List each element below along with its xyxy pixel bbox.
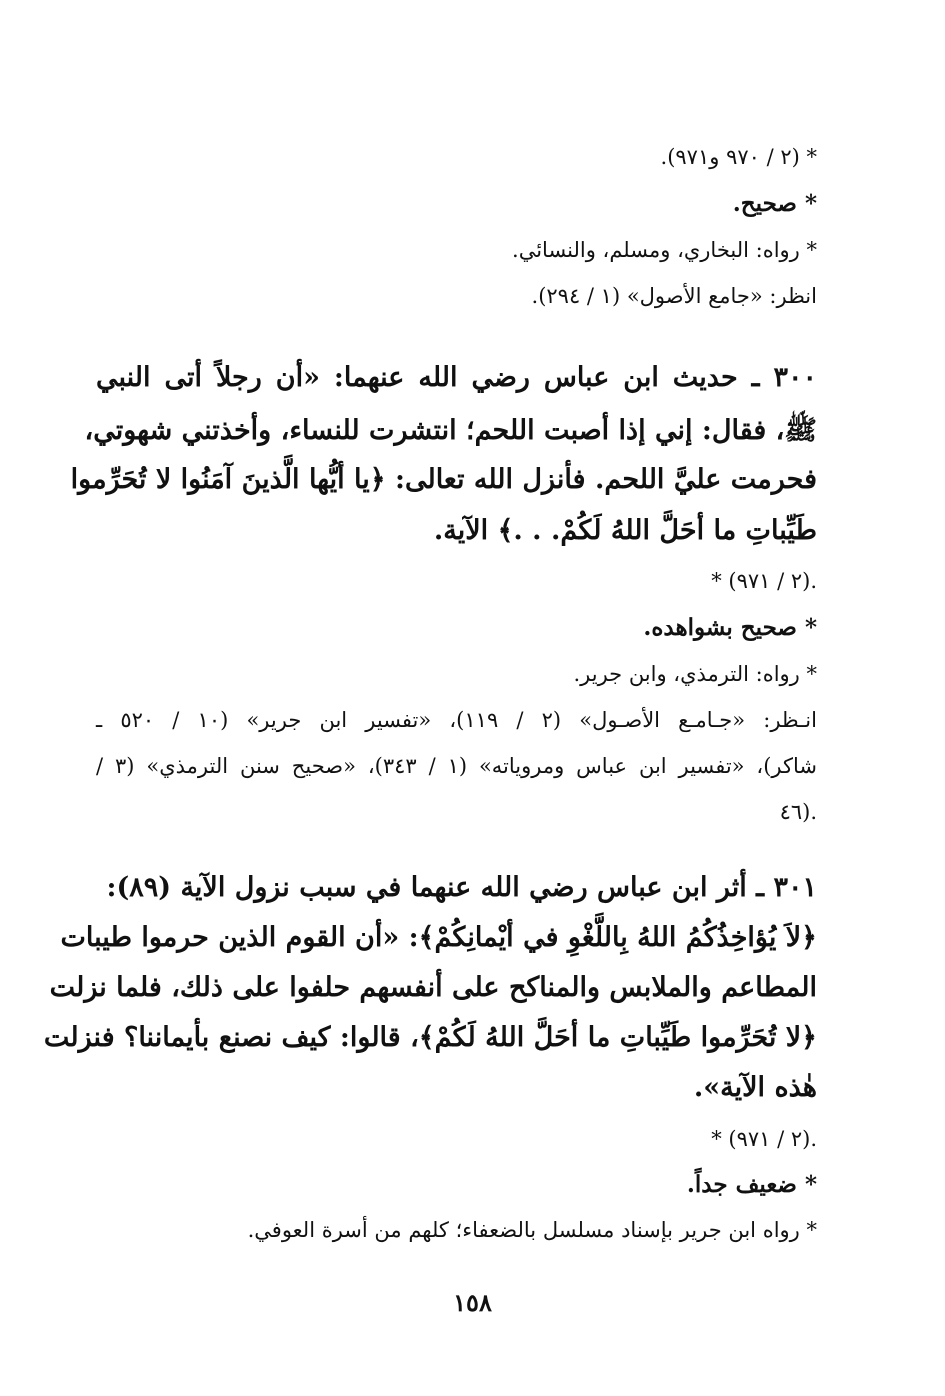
reference-line: * (٢ / ٩٧١). (711, 1127, 817, 1151)
athar-301-line-2: ﴿لاَ يُؤاخِذُكُمُ اللهُ بِاللَّغْوِ في أيْمانِكُمْ﴾: «أن القوم الذين حرموا طيبات (60, 922, 817, 953)
see-also-line-1: انـظر: «جـامـع الأصـول» (٢ / ١١٩)، «تفسير ابن جرير» (١٠ / ٥٢٠ ـ (96, 708, 817, 732)
narrators-line: * رواه ابن جرير بإسناد مسلسل بالضعفاء؛ كلهم من أسرة العوفي. (247, 1218, 817, 1242)
narrators-line: * رواه: الترمذي، وابن جرير. (573, 662, 817, 686)
hadith-300-line-4: طَيِّباتِ ما أحَلَّ اللهُ لَكُمْ. . .﴾ الآية. (433, 515, 817, 546)
hadith-300-line-2: ﷺ، فقال: إني إذا أصبت اللحم؛ انتشرت للنساء، وأخذتني شهوتي، (84, 415, 817, 446)
hadith-300-line-3: فحرمت عليَّ اللحم. فأنزل الله تعالى: ﴿يا أيُّها الَّذينَ آمَنُوا لا تُحَرِّموا (70, 464, 817, 495)
reference-line: * (٢ / ٩٧١). (711, 569, 817, 593)
hadith-300-line-1: ٣٠٠ ـ حديث ابن عباس رضي الله عنهما: «أن رجلاً أتى النبي (96, 362, 817, 393)
see-also-line: انظر: «جامع الأصول» (١ / ٢٩٤). (531, 284, 817, 308)
grade-line: * ضعيف جداً. (686, 1171, 817, 1198)
page-number: ١٥٨ (453, 1288, 492, 1317)
narrators-line: * رواه: البخاري، ومسلم، والنسائي. (512, 238, 817, 262)
athar-301-line-4: ﴿لا تُحَرِّموا طَيِّباتِ ما أحَلَّ اللهُ لَكُمْ﴾، قالوا: كيف نصنع بأيماننا؟ فنزلت (43, 1022, 817, 1053)
athar-301-line-3: المطاعم والملابس والمناكح على أنفسهم حلفوا على ذلك، فلما نزلت (49, 972, 817, 1003)
see-also-line-2: شاكر)، «تفسير ابن عباس ومروياته» (١ / ٣٤٣)، «صحيح سنن الترمذي» (٣ / (96, 754, 817, 778)
grade-line: * صحيح بشواهده. (643, 614, 817, 641)
grade-line: * صحيح. (732, 190, 817, 217)
athar-301-line-1: ٣٠١ ـ أثر ابن عباس رضي الله عنهما في سبب نزول الآية (٨٩): (106, 872, 817, 903)
reference-line: * (٢ / ٩٧٠ و٩٧١). (660, 145, 817, 169)
see-also-line-3: ٤٦). (779, 800, 817, 824)
athar-301-line-5: هٰذه الآية». (693, 1072, 817, 1103)
